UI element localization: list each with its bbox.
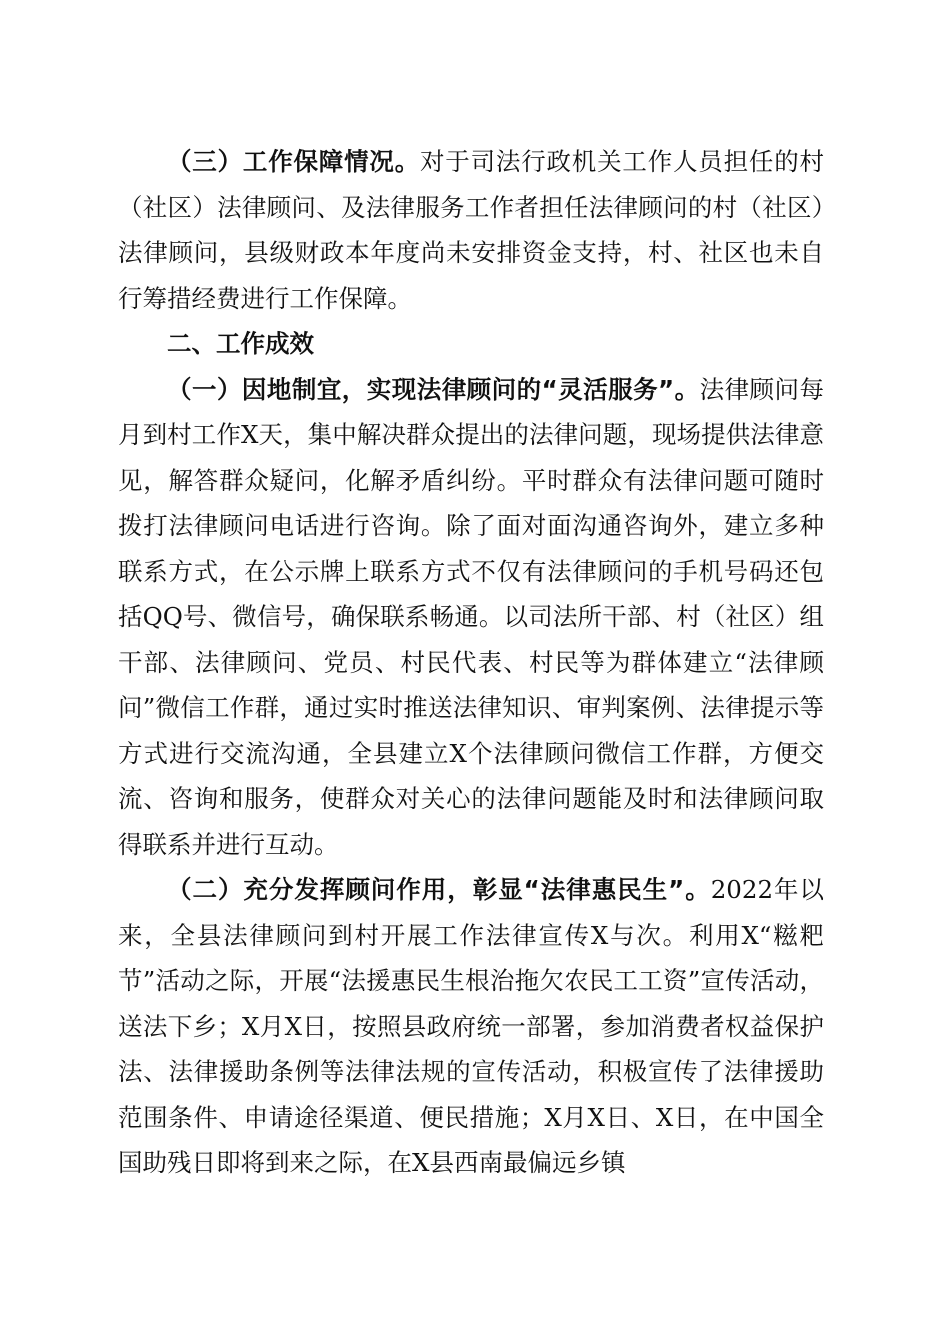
paragraph-lead: （三）工作保障情况。	[167, 147, 420, 176]
paragraph-work-guarantee	[118, 139, 824, 321]
document-body	[118, 139, 824, 1186]
paragraph-text: 对于司法行政机关工作人员担任的村（社区）法律顾问、及法律服务工作者担任法律顾问的村（社区）法律顾问，县级财政本年度尚未安排资金支持，村、社区也未自行筹措经费进行工作保障。	[118, 147, 824, 313]
paragraph-lead: （二）充分发挥顾问作用，彰显“法律惠民生”。	[167, 875, 711, 904]
paragraph-lead: （一）因地制宜，实现法律顾问的“灵活服务”。	[167, 374, 700, 404]
paragraph-flexible-service	[118, 367, 824, 868]
paragraph-text: 2022年以来，全县法律顾问到村开展工作法律宣传X与次。利用X“糍粑节”活动之际，开展“法援惠民生根治拖欠农民工工资”宣传活动，送法下乡；X月X日，按照县政府统一部署，参加消费者权益保护法、法律援助条例等法律法规的宣传活动，积极宣传了法律援助范围条件、申请途径渠道、便民措施；X月X日、X日，在中国全国助残日即将到来之际，在X县西南最偏远乡镇	[118, 875, 824, 1177]
paragraph-legal-benefit	[118, 867, 824, 1186]
section-heading: 二、工作成效	[167, 329, 314, 358]
paragraph-text: 法律顾问每月到村工作X天，集中解决群众提出的法律问题，现场提供法律意见，解答群众疑问，化解矛盾纠纷。平时群众有法律问题可随时拨打法律顾问电话进行咨询。除了面对面沟通咨询外，建立多种联系方式，在公示牌上联系方式不仅有法律顾问的手机号码还包括QQ号、微信号，确保联系畅通。以司法所干部、村（社区）组干部、法律顾问、党员、村民代表、村民等为群体建立“法律顾问”微信工作群，通过实时推送法律知识、审判案例、法律提示等方式进行交流沟通，全县建立X个法律顾问微信工作群，方便交流、咨询和服务，使群众对关心的法律问题能及时和法律顾问取得联系并进行互动。	[118, 374, 825, 859]
